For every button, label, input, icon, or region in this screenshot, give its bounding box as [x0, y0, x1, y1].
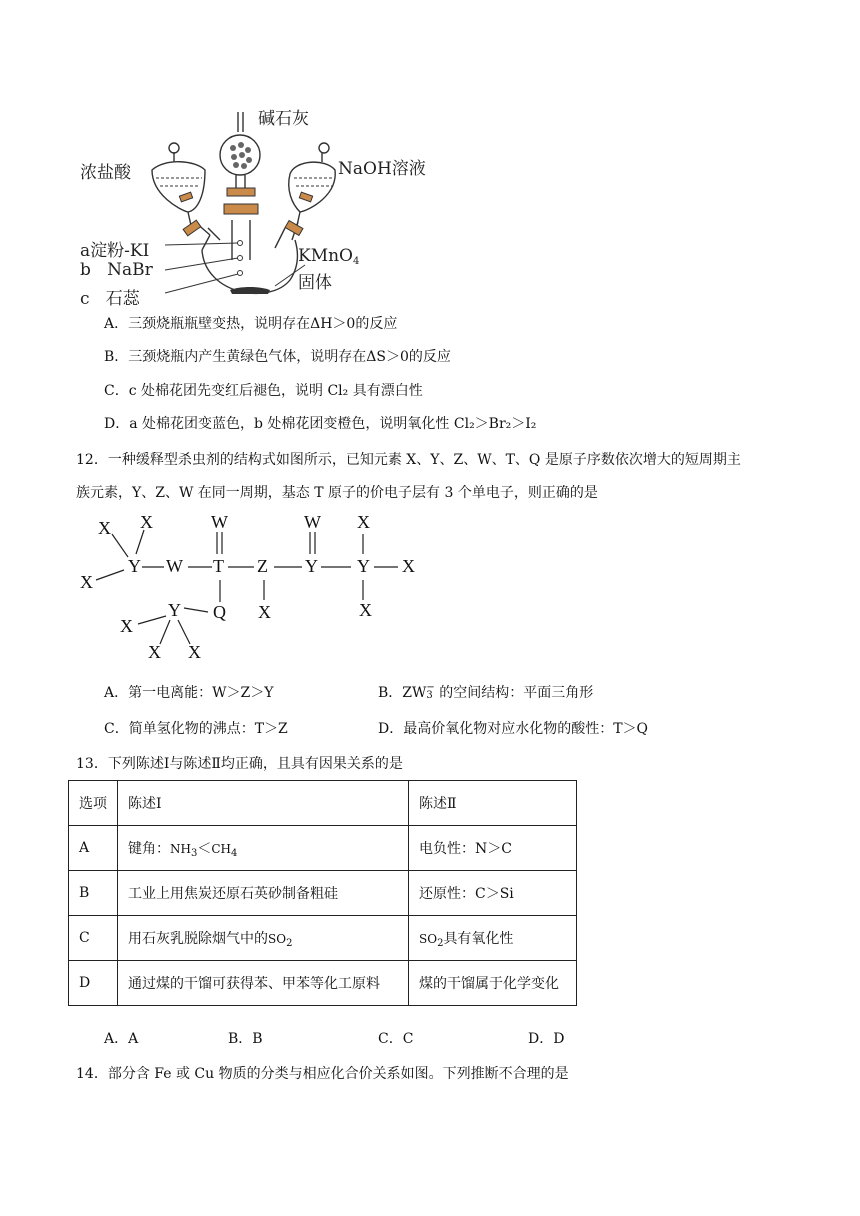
conc-hcl-label: 浓盐酸 [80, 163, 131, 183]
row-c-s2-f: SO [419, 931, 438, 946]
q11-option-d: D．a 处棉花团变蓝色，b 处棉花团变橙色，说明氧化性 Cl₂＞Br₂＞I₂ [104, 416, 537, 432]
q12-option-b-suffix: 的空间结构：平面三角形 [434, 685, 594, 701]
row-c-option: C [69, 916, 118, 961]
label-a [80, 236, 149, 261]
label-a-letter: a [80, 241, 91, 261]
atom-q: Q [213, 602, 226, 622]
row-d-statement-2: 煤的干馏属于化学变化 [409, 961, 577, 1006]
row-c-s1-prefix: 用石灰乳脱除烟气中的 [128, 930, 268, 947]
atom-x-1: X [98, 518, 111, 538]
table-row [69, 961, 577, 1006]
row-b-option: B [69, 871, 118, 916]
q12-option-b-sub: 3 [426, 690, 433, 701]
atom-z: Z [257, 556, 268, 576]
structure-bonds [76, 512, 436, 664]
row-a-statement-1 [118, 826, 409, 871]
atom-y-3: Y [357, 556, 370, 576]
atom-t: T [213, 556, 224, 576]
label-c-text: 石蕊 [105, 289, 140, 309]
q14-stem: 14．部分含 Fe 或 Cu 物质的分类与相应化合价关系如图。下列推断不合理的是 [76, 1066, 569, 1082]
atom-w-2: W [211, 512, 228, 532]
label-b-letter: b [80, 260, 91, 280]
atom-y-4: Y [168, 600, 181, 620]
soda-lime-label: 碱石灰 [258, 109, 309, 129]
q13-stem: 13．下列陈述Ⅰ与陈述Ⅱ均正确，且具有因果关系的是 [76, 756, 403, 772]
q12-option-a: A．第一电离能：W＞Z＞Y [104, 685, 274, 701]
label-c-letter: c [80, 289, 90, 309]
q12-stem-line2: 族元素，Y、Z、W 在同一周期，基态 T 原子的价电子层有 3 个单电子，则正确的是 [76, 485, 598, 501]
q12-option-b-prefix: B． [378, 685, 403, 701]
label-a-text: 淀粉-KI [90, 241, 150, 261]
q12-option-b-formula: ZW [402, 685, 427, 701]
q13-answer-b: B．B [228, 1031, 263, 1047]
q13-answer-c: C．C [378, 1031, 414, 1047]
kmno4-sub: 4 [353, 256, 360, 267]
q12-option-c: C．简单氢化物的沸点：T＞Z [104, 721, 288, 737]
row-b-statement-1: 工业上用焦炭还原石英砂制备粗硅 [118, 871, 409, 916]
q12-option-b [378, 683, 593, 703]
table-header-row [69, 781, 577, 826]
row-a-s1-prefix: 键角： [128, 840, 170, 857]
row-d-statement-1: 通过煤的干馏可获得苯、甲苯等化工原料 [118, 961, 409, 1006]
table-row [69, 916, 577, 961]
atom-w-1: W [166, 556, 183, 576]
row-c-s2-suffix: 具有氧化性 [443, 930, 514, 947]
row-c-s1-f1: SO [268, 931, 287, 946]
q11-option-c: C．c 处棉花团先变红后褪色，说明 Cl₂ 具有漂白性 [104, 383, 423, 399]
solid-label: 固体 [298, 273, 332, 293]
atom-x-10: X [188, 642, 201, 662]
row-a-s1-f2: CH [211, 841, 231, 856]
atom-x-9: X [148, 642, 161, 662]
atom-y-2: Y [305, 556, 318, 576]
atom-x-3: X [80, 572, 93, 592]
atom-x-7: X [258, 602, 271, 622]
structural-formula [76, 512, 436, 664]
apparatus-diagram [70, 100, 450, 309]
row-a-s1-f2-sub: 4 [231, 847, 238, 859]
atom-w-3: W [304, 512, 321, 532]
label-c [80, 284, 140, 309]
label-b-text: NaBr [107, 260, 153, 280]
row-b-statement-2: 还原性：C＞Si [409, 871, 577, 916]
row-a-option: A [69, 826, 118, 871]
q13-answer-d: D．D [528, 1031, 565, 1047]
q11-option-b: B．三颈烧瓶内产生黄绿色气体，说明存在ΔS＞0的反应 [104, 349, 451, 365]
atom-x-2: X [140, 512, 153, 532]
q13-answer-a: A．A [104, 1031, 139, 1047]
atom-x-6: X [359, 600, 372, 620]
row-a-s1-mid: ＜ [197, 840, 212, 857]
q11-option-a: A．三颈烧瓶瓶壁变热，说明存在ΔH＞0的反应 [104, 316, 398, 332]
label-b [80, 260, 153, 280]
row-a-statement-2: 电负性：N＞C [409, 826, 577, 871]
row-c-statement-2 [409, 916, 577, 961]
table-row [69, 826, 577, 871]
header-option: 选项 [69, 781, 118, 826]
row-d-option: D [69, 961, 118, 1006]
q12-option-d: D．最高价氧化物对应水化物的酸性：T＞Q [378, 721, 649, 737]
header-statement-2: 陈述Ⅱ [409, 781, 577, 826]
row-a-s1-f1: NH [170, 841, 191, 856]
kmno4-text: KMnO [298, 246, 353, 266]
kmno4-label [298, 246, 359, 267]
row-c-s2-sub: 2 [437, 937, 444, 949]
table-row [69, 871, 577, 916]
atom-x-5: X [402, 556, 415, 576]
atom-x-8: X [120, 616, 133, 636]
naoh-label: NaOH溶液 [338, 159, 426, 179]
atom-y-1: Y [128, 556, 141, 576]
row-a-s1-f1-sub: 3 [190, 847, 198, 859]
q12-stem-line1: 12．一种缓释型杀虫剂的结构式如图所示，已知元素 X、Y、Z、W、T、Q 是原子序数依次增大的短周期主 [76, 452, 741, 468]
header-statement-1: 陈述Ⅰ [118, 781, 409, 826]
q12-option-b-sup: − [426, 682, 435, 693]
row-c-statement-1 [118, 916, 409, 961]
row-c-s1-f1-sub: 2 [286, 937, 293, 949]
q13-table [68, 780, 577, 1006]
atom-x-4: X [357, 512, 370, 532]
